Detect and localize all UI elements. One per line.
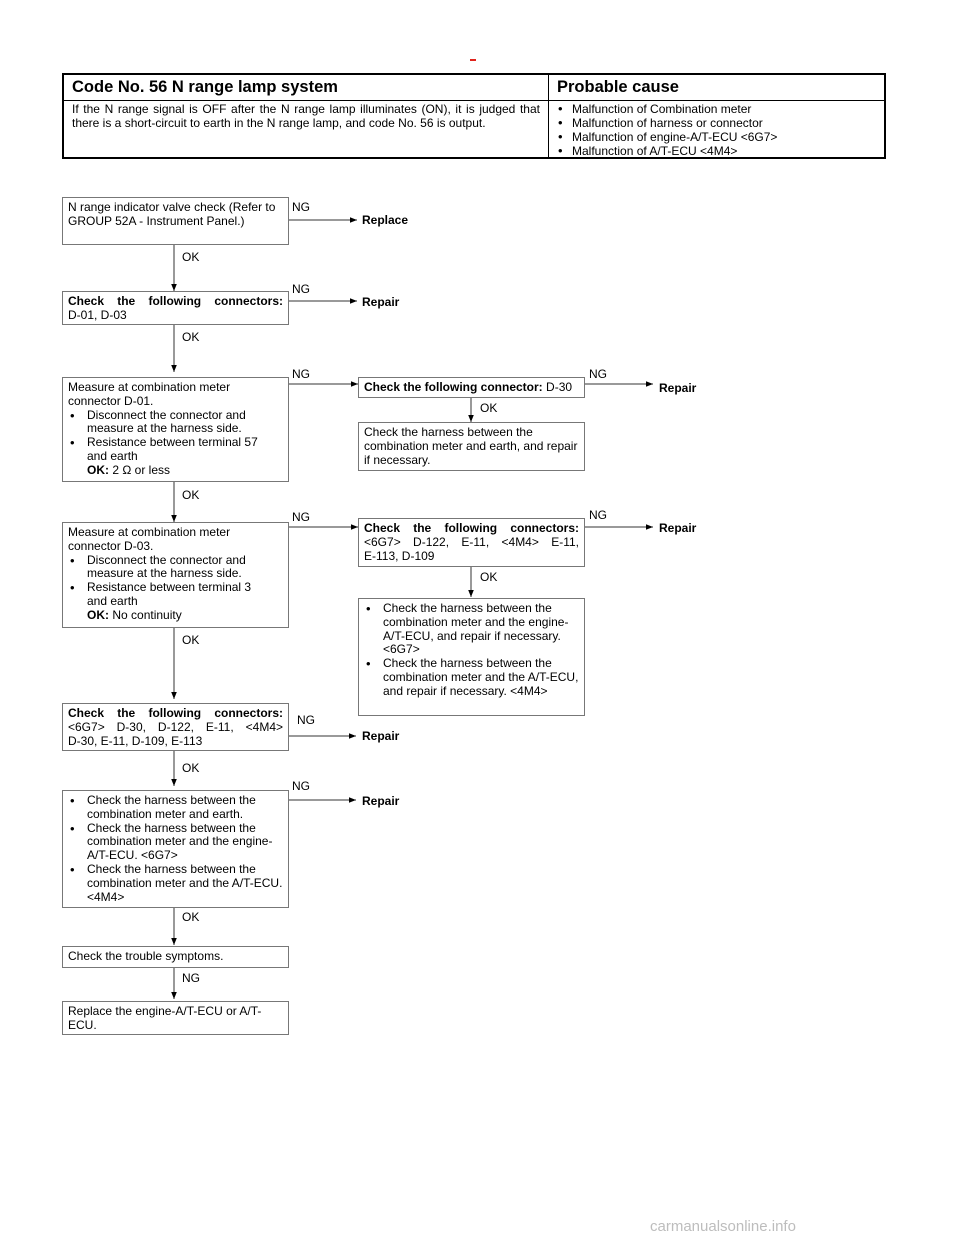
cause-item: • Malfunction of Combination meter [557, 102, 777, 116]
ng-label: NG [182, 971, 200, 985]
result-repair: Repair [362, 729, 400, 743]
result-repair: Repair [659, 521, 697, 535]
step-heading-text: Check the following connectors: [364, 521, 579, 535]
step-check-harness-earth [358, 422, 585, 471]
bullet-text: measure at the harness side. [87, 566, 242, 581]
step-heading-text: Check the following connectors: [68, 706, 283, 720]
bullet-text: Resistance between terminal 3 [87, 580, 252, 595]
step-bullet: • Check the harness between the combination meter and the engine-A/T-ECU, and repair if necessary. <6G7> [364, 602, 579, 657]
step-check-trouble-symptoms [62, 946, 289, 968]
step-bullet [68, 409, 283, 437]
ng-label: NG [297, 713, 315, 727]
ok-label: OK [182, 910, 200, 924]
ng-label: NG [292, 779, 310, 793]
ok-label: OK [182, 633, 200, 647]
step-heading [68, 707, 283, 721]
step-text: <6G7> D-30, D-122, E-11, <4M4> [68, 719, 283, 734]
step-text: D-30, E-11, D-109, E-113 [68, 733, 203, 748]
result-repair: Repair [362, 295, 400, 309]
step-heading [68, 295, 283, 309]
bullet-text: Disconnect the connector and [87, 552, 246, 567]
ng-label: NG [292, 510, 310, 524]
step-heading-text: Check the following connectors: [68, 294, 283, 308]
ng-label: NG [589, 508, 607, 522]
ng-label: NG [292, 200, 310, 214]
watermark: carmanualsonline.info [650, 1218, 796, 1235]
step-text: <6G7> D-122, E-11, <4M4> E-11, [364, 534, 579, 549]
step-text: E-113, D-109 [364, 548, 435, 563]
step-text: connector D-03. [68, 538, 154, 553]
step-measure-d01 [62, 377, 289, 482]
ok-value: 2 Ω or less [112, 462, 170, 477]
code-description: If the N range signal is OFF after the N range lamp illuminates (ON), it is judged that there is a short-circuit to earth in the N range lamp, and code No. 56 is output. [72, 102, 540, 130]
step-heading [364, 522, 579, 536]
cause-item: • Malfunction of A/T-ECU <4M4> [557, 144, 777, 158]
step-text: Measure at combination meter [68, 525, 231, 539]
code-title: Code No. 56 N range lamp system [72, 78, 338, 96]
step-bullet: • Check the harness between the combination meter and earth. [68, 794, 283, 822]
step-check-harness-ecu [358, 598, 585, 716]
ok-label: OK: [87, 462, 109, 477]
step-replace-ecu [62, 1001, 289, 1035]
bullet-text: Disconnect the connector and [87, 407, 246, 422]
step-text: D-01, D-03 [68, 307, 127, 322]
step-check-connector-d30 [358, 377, 585, 398]
ng-label: NG [292, 282, 310, 296]
step-measure-d03 [62, 522, 289, 628]
step-text: N range indicator valve check (Refer to GROUP 52A - Instrument Panel.) [68, 200, 276, 228]
ng-label: NG [589, 367, 607, 381]
ok-label: OK [182, 330, 200, 344]
result-repair: Repair [659, 381, 697, 395]
step-text: Check the trouble symptoms. [68, 949, 224, 963]
bullet-text: Resistance between terminal 57 [87, 435, 258, 450]
ng-label: NG [292, 367, 310, 381]
bullet-text: measure at the harness side. [87, 421, 242, 436]
step-check-harness-all [62, 790, 289, 908]
step-text: Replace the engine-A/T-ECU or A/T-ECU. [68, 1004, 262, 1032]
ok-label: OK [182, 250, 200, 264]
step-text: Check the harness between the combination meter and earth, and repair if necessary. [364, 425, 578, 467]
ok-label: OK [182, 761, 200, 775]
cause-item: • Malfunction of harness or connector [557, 116, 777, 130]
step-bullet [68, 436, 283, 477]
ok-value: No continuity [112, 607, 182, 622]
probable-cause-heading: Probable cause [557, 78, 679, 96]
step-bullet [68, 581, 283, 622]
result-repair: Repair [362, 794, 400, 808]
step-text: connector D-01. [68, 393, 154, 408]
step-indicator-valve-check [62, 197, 289, 245]
step-check-connectors-d30-d122 [62, 703, 289, 751]
step-bullet [68, 554, 283, 582]
ok-label: OK [480, 570, 498, 584]
result-replace: Replace [362, 213, 409, 227]
ok-label: OK: [87, 607, 109, 622]
step-bullet: • Check the harness between the combination meter and the A/T-ECU, and repair if necessary. <4M4> [364, 657, 579, 698]
step-bullet: • Check the harness between the combination meter and the A/T-ECU. <4M4> [68, 863, 283, 904]
bullet-text: and earth [87, 448, 138, 463]
step-check-connectors-d01-d03 [62, 291, 289, 325]
step-check-connectors-d122 [358, 518, 585, 567]
step-text: D-30 [546, 380, 573, 394]
bullet-text: and earth [87, 593, 138, 608]
step-bullet: • Check the harness between the combination meter and the engine-A/T-ECU. <6G7> [68, 822, 283, 863]
cause-item: • Malfunction of engine-A/T-ECU <6G7> [557, 130, 777, 144]
ok-label: OK [480, 401, 498, 415]
step-heading-text: Check the following connector: [364, 380, 543, 394]
ok-label: OK [182, 488, 200, 502]
step-text: Measure at combination meter [68, 380, 231, 394]
